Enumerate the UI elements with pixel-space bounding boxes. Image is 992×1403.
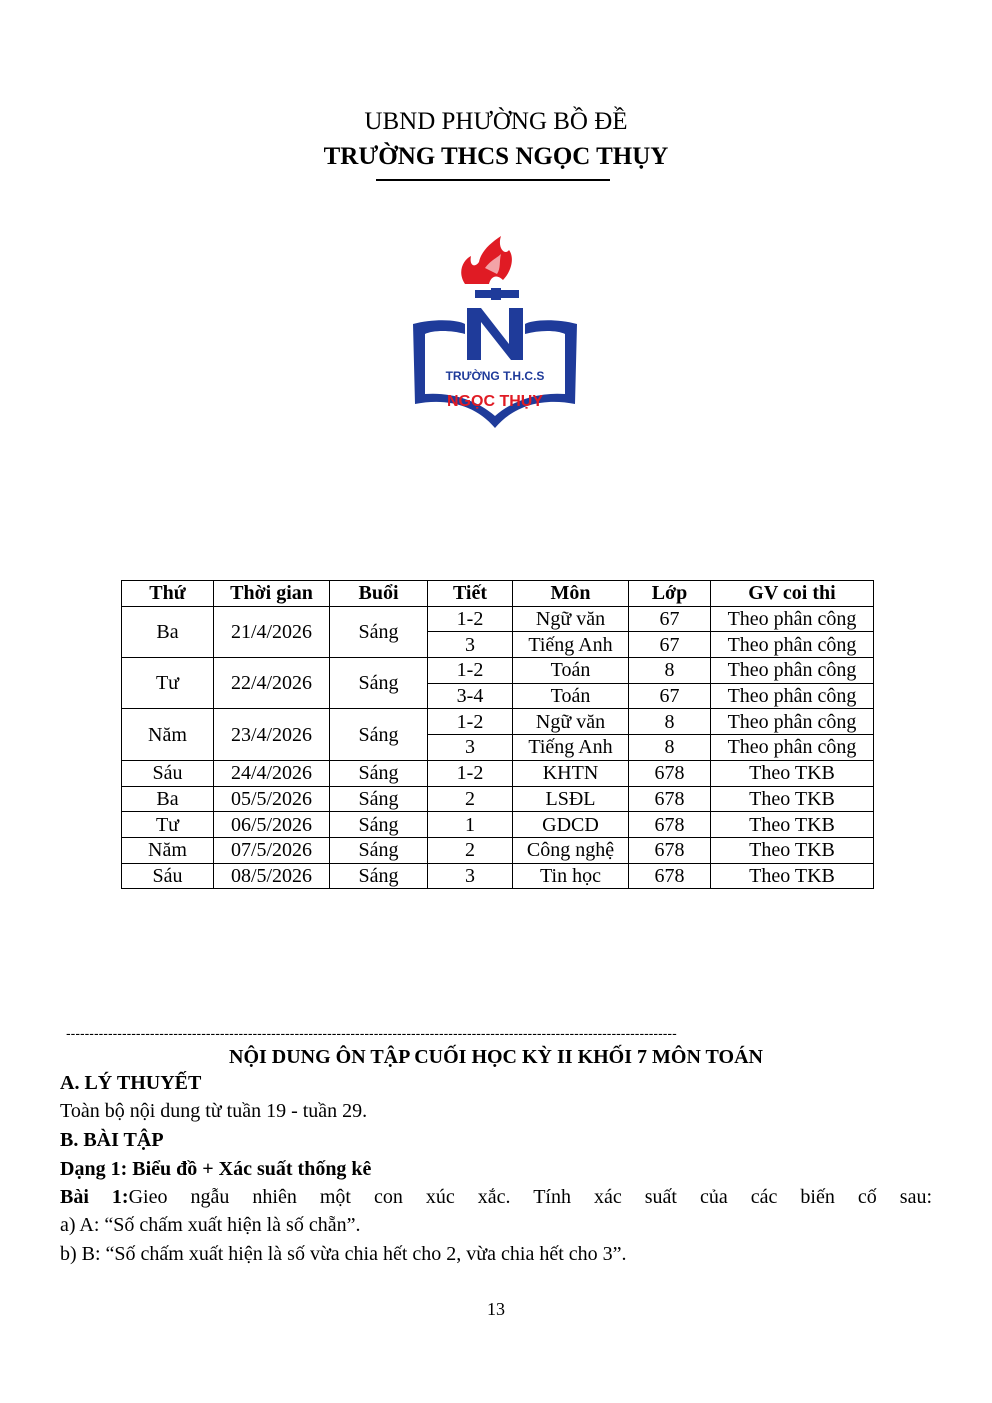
- period-cell: 3: [428, 863, 513, 889]
- date-cell: 23/4/2026: [214, 709, 330, 760]
- logo-text-line2: NGỌC THỤY: [447, 393, 543, 410]
- flame-icon: [461, 236, 512, 284]
- subject-cell: Tiếng Anh: [513, 632, 629, 658]
- date-cell: 08/5/2026: [214, 863, 330, 889]
- exercise-1: [60, 1186, 932, 1209]
- subject-cell: LSĐL: [513, 786, 629, 812]
- date-cell: 22/4/2026: [214, 658, 330, 709]
- session-cell: Sáng: [330, 606, 428, 657]
- session-cell: Sáng: [330, 760, 428, 786]
- proctor-cell: Theo phân công: [711, 658, 874, 684]
- grade-cell: 678: [629, 786, 711, 812]
- day-cell: Sáu: [122, 863, 214, 889]
- period-cell: 3: [428, 735, 513, 761]
- proctor-cell: Theo TKB: [711, 786, 874, 812]
- exam-schedule-table: [121, 580, 874, 889]
- day-cell: Ba: [122, 606, 214, 657]
- col-header-date: Thời gian: [214, 581, 330, 607]
- period-cell: 2: [428, 837, 513, 863]
- day-cell: Tư: [122, 658, 214, 709]
- logo-text-line1: TRƯỜNG T.H.C.S: [445, 369, 545, 383]
- day-cell: Năm: [122, 837, 214, 863]
- grade-cell: 678: [629, 863, 711, 889]
- torch-n-icon: [467, 308, 523, 360]
- subject-cell: Toán: [513, 683, 629, 709]
- table-row: [122, 837, 874, 863]
- subject-cell: Tin học: [513, 863, 629, 889]
- review-title: NỘI DUNG ÔN TẬP CUỐI HỌC KỲ II KHỐI 7 MÔN TOÁN: [229, 1046, 763, 1068]
- page-number: 13: [487, 1299, 505, 1319]
- grade-cell: 678: [629, 837, 711, 863]
- section-a-text: Toàn bộ nội dung từ tuần 19 - tuần 29.: [60, 1100, 368, 1122]
- period-cell: 2: [428, 786, 513, 812]
- session-cell: Sáng: [330, 837, 428, 863]
- session-cell: Sáng: [330, 863, 428, 889]
- proctor-cell: Theo TKB: [711, 837, 874, 863]
- grade-cell: 8: [629, 709, 711, 735]
- date-cell: 07/5/2026: [214, 837, 330, 863]
- exercise-1-part-a: a) A: “Số chấm xuất hiện là số chẵn”.: [60, 1214, 361, 1236]
- table-row: [122, 812, 874, 838]
- col-header-proctor: GV coi thi: [711, 581, 874, 607]
- table-row: [122, 760, 874, 786]
- grade-cell: 67: [629, 632, 711, 658]
- grade-cell: 67: [629, 606, 711, 632]
- grade-cell: 678: [629, 812, 711, 838]
- section-b-heading: B. BÀI TẬP: [60, 1129, 164, 1151]
- date-cell: 06/5/2026: [214, 812, 330, 838]
- authority-heading: UBND PHƯỜNG BỒ ĐỀ: [364, 108, 628, 135]
- table-row: [122, 863, 874, 889]
- period-cell: 1-2: [428, 760, 513, 786]
- subject-cell: GDCD: [513, 812, 629, 838]
- table-row: [122, 709, 874, 735]
- session-cell: Sáng: [330, 658, 428, 709]
- period-cell: 3-4: [428, 683, 513, 709]
- day-cell: Sáu: [122, 760, 214, 786]
- subject-cell: KHTN: [513, 760, 629, 786]
- table-row: [122, 658, 874, 684]
- subject-cell: Công nghệ: [513, 837, 629, 863]
- session-cell: Sáng: [330, 786, 428, 812]
- type-1-heading: Dạng 1: Biểu đồ + Xác suất thống kê: [60, 1158, 372, 1180]
- table-row: [122, 606, 874, 632]
- session-cell: Sáng: [330, 812, 428, 838]
- dashed-separator: -----------------------------------------------------------------------------------------------------------------------------------: [66, 1025, 677, 1041]
- proctor-cell: Theo phân công: [711, 709, 874, 735]
- period-cell: 1-2: [428, 709, 513, 735]
- table-header-row: [122, 581, 874, 607]
- section-a-heading: A. LÝ THUYẾT: [60, 1072, 202, 1094]
- col-header-session: Buổi: [330, 581, 428, 607]
- exercise-1-part-b: b) B: “Số chấm xuất hiện là số vừa chia hết cho 2, vừa chia hết cho 3”.: [60, 1243, 627, 1265]
- proctor-cell: Theo TKB: [711, 812, 874, 838]
- table-row: [122, 786, 874, 812]
- grade-cell: 8: [629, 658, 711, 684]
- grade-cell: 67: [629, 683, 711, 709]
- proctor-cell: Theo phân công: [711, 606, 874, 632]
- date-cell: 05/5/2026: [214, 786, 330, 812]
- period-cell: 1-2: [428, 658, 513, 684]
- period-cell: 1-2: [428, 606, 513, 632]
- proctor-cell: Theo phân công: [711, 683, 874, 709]
- col-header-period: Tiết: [428, 581, 513, 607]
- subject-cell: Toán: [513, 658, 629, 684]
- period-cell: 3: [428, 632, 513, 658]
- proctor-cell: Theo phân công: [711, 735, 874, 761]
- col-header-day: Thứ: [122, 581, 214, 607]
- col-header-subject: Môn: [513, 581, 629, 607]
- proctor-cell: Theo TKB: [711, 863, 874, 889]
- period-cell: 1: [428, 812, 513, 838]
- subject-cell: Tiếng Anh: [513, 735, 629, 761]
- day-cell: Ba: [122, 786, 214, 812]
- proctor-cell: Theo phân công: [711, 632, 874, 658]
- date-cell: 24/4/2026: [214, 760, 330, 786]
- exercise-1-text: Gieo ngẫu nhiên một con xúc xắc. Tính xác suất của các biến cố sau:: [128, 1186, 933, 1208]
- exercise-1-label: Bài 1:: [60, 1186, 129, 1208]
- subject-cell: Ngữ văn: [513, 709, 629, 735]
- date-cell: 21/4/2026: [214, 606, 330, 657]
- subject-cell: Ngữ văn: [513, 606, 629, 632]
- heading-underline: [376, 179, 610, 181]
- grade-cell: 8: [629, 735, 711, 761]
- grade-cell: 678: [629, 760, 711, 786]
- session-cell: Sáng: [330, 709, 428, 760]
- day-cell: Tư: [122, 812, 214, 838]
- school-heading: TRƯỜNG THCS NGỌC THỤY: [323, 143, 669, 170]
- school-logo: [405, 228, 585, 440]
- col-header-grade: Lớp: [629, 581, 711, 607]
- proctor-cell: Theo TKB: [711, 760, 874, 786]
- day-cell: Năm: [122, 709, 214, 760]
